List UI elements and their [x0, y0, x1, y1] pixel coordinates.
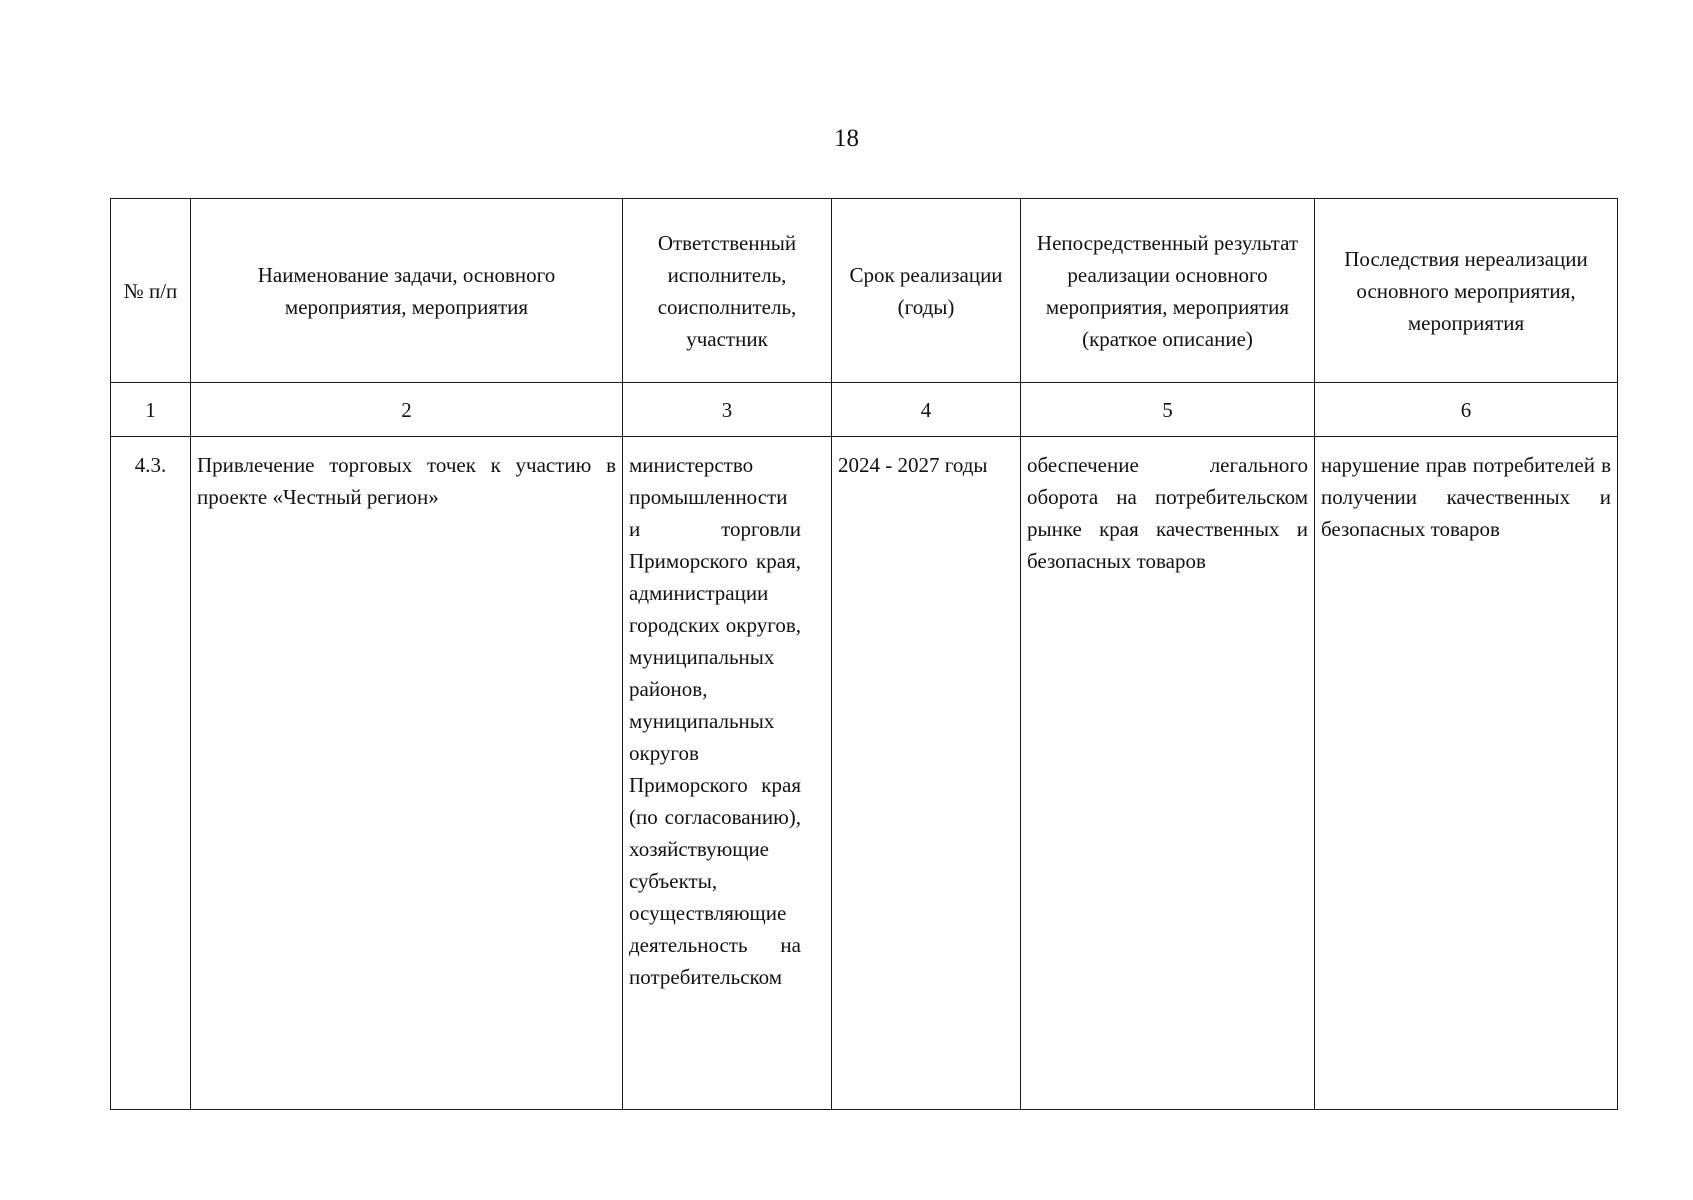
column-number-row: [111, 383, 1618, 437]
consequences-cell: нарушение прав потребителей в получении качественных и безопасных товаров: [1315, 437, 1618, 1110]
task-cell: Привлечение торговых точек к участию в проекте «Честный регион»: [191, 437, 623, 1110]
period-cell: 2024 - 2027 годы: [832, 437, 1021, 1110]
column-number-cell: 3: [623, 383, 832, 437]
column-number-cell: 2: [191, 383, 623, 437]
header-cell-number: № п/п: [111, 199, 191, 383]
responsible-text: министерство промышленности и торговли Приморского края, администрации городских округов, муниципальных районов, муниципальных округов Приморского края (по согласованию), хозяйствующие субъекты, осуществляющие деятельность на потребительском: [629, 453, 801, 989]
table-header-row: [111, 199, 1618, 383]
column-number-cell: 4: [832, 383, 1021, 437]
result-cell: обеспечение легального оборота на потребительском рынке края качественных и безопасных товаров: [1021, 437, 1315, 1110]
header-cell-period: Срок реализации (годы): [832, 199, 1021, 383]
row-number-cell: 4.3.: [111, 437, 191, 1110]
header-cell-result: Непосредственный результат реализации основного мероприятия, мероприятия (краткое описание): [1021, 199, 1315, 383]
measures-table: [110, 198, 1618, 1110]
page-number: 18: [834, 125, 859, 152]
table-row: [111, 437, 1618, 1110]
header-cell-task: Наименование задачи, основного мероприятия, мероприятия: [191, 199, 623, 383]
responsible-cell: [623, 437, 832, 1110]
header-cell-responsible: Ответственный исполнитель, соисполнитель, участник: [623, 199, 832, 383]
column-number-cell: 6: [1315, 383, 1618, 437]
header-cell-consequences: Последствия нереализации основного мероприятия, мероприятия: [1315, 199, 1618, 383]
column-number-cell: 1: [111, 383, 191, 437]
column-number-cell: 5: [1021, 383, 1315, 437]
